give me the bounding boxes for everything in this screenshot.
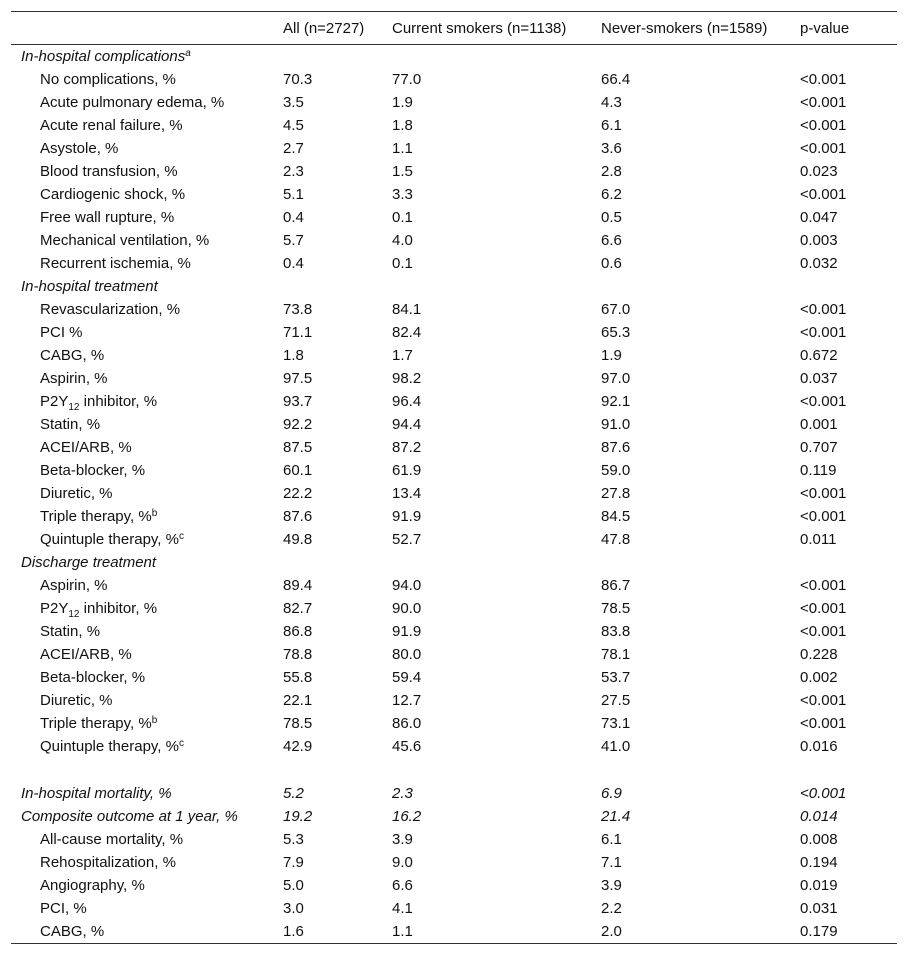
value-current-smokers: 86.0 bbox=[392, 715, 422, 732]
value-p: 0.194 bbox=[800, 854, 838, 871]
value-current-smokers: 1.8 bbox=[392, 117, 413, 134]
table-row bbox=[11, 528, 897, 551]
value-all bbox=[283, 551, 392, 574]
value-all: 92.2 bbox=[283, 416, 313, 433]
value-current-smokers: 2.3 bbox=[392, 785, 413, 802]
header-cell-label bbox=[11, 12, 283, 45]
header-cell-all: All (n=2727) bbox=[283, 12, 392, 45]
label-text: P2Y bbox=[40, 393, 69, 410]
label-text: PCI, % bbox=[40, 900, 87, 917]
value-current-smokers: 82.4 bbox=[392, 324, 422, 341]
row-label bbox=[11, 643, 283, 666]
value-never-smokers: 2.8 bbox=[601, 163, 622, 180]
table-row bbox=[11, 252, 897, 275]
value-current-smokers: 77.0 bbox=[392, 71, 422, 88]
row-label bbox=[11, 828, 283, 851]
value-p: 0.228 bbox=[800, 646, 838, 663]
outcomes-table bbox=[11, 11, 897, 944]
value-all: 5.0 bbox=[283, 877, 304, 894]
value-never-smokers: 86.7 bbox=[601, 577, 631, 594]
row-label bbox=[11, 897, 283, 920]
section-row bbox=[11, 805, 897, 828]
value-current-smokers: 61.9 bbox=[392, 462, 422, 479]
label-text: PCI % bbox=[40, 324, 83, 341]
row-label bbox=[11, 298, 283, 321]
value-p: 0.707 bbox=[800, 439, 838, 456]
value-never-smokers: 87.6 bbox=[601, 439, 631, 456]
value-p: 0.037 bbox=[800, 370, 838, 387]
table-row bbox=[11, 574, 897, 597]
value-never-smokers: 67.0 bbox=[601, 301, 631, 318]
row-label bbox=[11, 874, 283, 897]
value-never-smokers: 84.5 bbox=[601, 508, 631, 525]
label-text: Blood transfusion, % bbox=[40, 163, 178, 180]
value-never-smokers: 97.0 bbox=[601, 370, 631, 387]
value-p: <0.001 bbox=[800, 508, 847, 525]
value-p: <0.001 bbox=[800, 186, 847, 203]
label-text: ACEI/ARB, % bbox=[40, 646, 132, 663]
label-text: Angiography, % bbox=[40, 877, 145, 894]
value-all: 22.1 bbox=[283, 692, 313, 709]
value-never-smokers: 66.4 bbox=[601, 71, 631, 88]
table-row bbox=[11, 666, 897, 689]
section-label bbox=[11, 782, 283, 805]
value-current-smokers: 84.1 bbox=[392, 301, 422, 318]
row-label bbox=[11, 459, 283, 482]
value-p: 0.047 bbox=[800, 209, 838, 226]
table-row bbox=[11, 482, 897, 505]
row-label bbox=[11, 620, 283, 643]
value-all: 60.1 bbox=[283, 462, 313, 479]
label-text: Acute renal failure, % bbox=[40, 117, 183, 134]
row-label bbox=[11, 735, 283, 758]
header-cell-p-value: p-value bbox=[800, 12, 897, 45]
value-never-smokers: 4.3 bbox=[601, 94, 622, 111]
value-p: 0.016 bbox=[800, 738, 838, 755]
label-text: In-hospital complications bbox=[21, 48, 186, 65]
row-label bbox=[11, 689, 283, 712]
label-text: Mechanical ventilation, % bbox=[40, 232, 210, 249]
table-row bbox=[11, 390, 897, 413]
row-label bbox=[11, 920, 283, 944]
table-row bbox=[11, 828, 897, 851]
table-row bbox=[11, 137, 897, 160]
table-row bbox=[11, 229, 897, 252]
value-current-smokers: 80.0 bbox=[392, 646, 422, 663]
header-cell-never-smokers: Never-smokers (n=1589) bbox=[601, 12, 800, 45]
table-row bbox=[11, 689, 897, 712]
row-label bbox=[11, 91, 283, 114]
table-row bbox=[11, 68, 897, 91]
row-label bbox=[11, 183, 283, 206]
row-label bbox=[11, 666, 283, 689]
label-text: Cardiogenic shock, % bbox=[40, 186, 186, 203]
table-row bbox=[11, 620, 897, 643]
value-p: 0.119 bbox=[800, 462, 837, 479]
value-all: 78.8 bbox=[283, 646, 313, 663]
label-text: In-hospital mortality, % bbox=[21, 785, 172, 802]
label-text: Diuretic, % bbox=[40, 692, 113, 709]
value-all: 71.1 bbox=[283, 324, 313, 341]
value-all: 97.5 bbox=[283, 370, 313, 387]
value-current-smokers bbox=[392, 45, 601, 69]
row-label bbox=[11, 206, 283, 229]
value-all: 73.8 bbox=[283, 301, 313, 318]
value-current-smokers: 52.7 bbox=[392, 531, 422, 548]
value-current-smokers: 96.4 bbox=[392, 393, 422, 410]
label-text: Revascularization, % bbox=[40, 301, 181, 318]
value-never-smokers: 47.8 bbox=[601, 531, 631, 548]
value-never-smokers: 1.9 bbox=[601, 347, 622, 364]
value-all: 70.3 bbox=[283, 71, 313, 88]
label-text: CABG, % bbox=[40, 923, 105, 940]
value-current-smokers: 1.7 bbox=[392, 347, 413, 364]
section-row bbox=[11, 45, 897, 69]
value-p: <0.001 bbox=[800, 715, 847, 732]
value-all: 4.5 bbox=[283, 117, 304, 134]
value-never-smokers: 6.9 bbox=[601, 785, 622, 802]
value-current-smokers: 1.9 bbox=[392, 94, 413, 111]
section-row bbox=[11, 551, 897, 574]
value-p bbox=[800, 45, 897, 69]
label-text: Beta-blocker, % bbox=[40, 669, 146, 686]
row-label bbox=[11, 321, 283, 344]
label-text: Quintuple therapy, % bbox=[40, 531, 179, 548]
value-p: <0.001 bbox=[800, 785, 847, 802]
value-all: 2.7 bbox=[283, 140, 304, 157]
value-p: <0.001 bbox=[800, 140, 847, 157]
table-row bbox=[11, 735, 897, 758]
value-never-smokers: 41.0 bbox=[601, 738, 631, 755]
section-label bbox=[11, 45, 283, 69]
value-current-smokers: 9.0 bbox=[392, 854, 413, 871]
value-all: 49.8 bbox=[283, 531, 313, 548]
value-all: 3.5 bbox=[283, 94, 304, 111]
value-p: 0.011 bbox=[800, 531, 837, 548]
value-never-smokers bbox=[601, 551, 800, 574]
label-text-after: inhibitor, % bbox=[79, 393, 158, 410]
value-current-smokers: 94.0 bbox=[392, 577, 422, 594]
footnote-marker: a bbox=[185, 48, 191, 59]
value-all: 19.2 bbox=[283, 808, 313, 825]
value-never-smokers: 59.0 bbox=[601, 462, 631, 479]
value-current-smokers: 45.6 bbox=[392, 738, 422, 755]
value-p: 0.672 bbox=[800, 347, 838, 364]
value-never-smokers: 78.5 bbox=[601, 600, 631, 617]
value-never-smokers: 53.7 bbox=[601, 669, 631, 686]
header-cell-current-smokers: Current smokers (n=1138) bbox=[392, 12, 601, 45]
label-text: Diuretic, % bbox=[40, 485, 113, 502]
value-p: <0.001 bbox=[800, 393, 847, 410]
table-row bbox=[11, 459, 897, 482]
row-label bbox=[11, 505, 283, 528]
value-current-smokers: 87.2 bbox=[392, 439, 422, 456]
row-label bbox=[11, 114, 283, 137]
table-row bbox=[11, 298, 897, 321]
value-never-smokers: 6.6 bbox=[601, 232, 622, 249]
table-row bbox=[11, 206, 897, 229]
value-current-smokers: 59.4 bbox=[392, 669, 422, 686]
value-p: 0.019 bbox=[800, 877, 838, 894]
label-text: P2Y bbox=[40, 600, 69, 617]
value-all: 1.6 bbox=[283, 923, 304, 940]
value-current-smokers: 91.9 bbox=[392, 623, 422, 640]
label-text: Aspirin, % bbox=[40, 370, 108, 387]
value-current-smokers: 1.5 bbox=[392, 163, 413, 180]
row-label bbox=[11, 160, 283, 183]
value-all bbox=[283, 45, 392, 69]
table-row bbox=[11, 643, 897, 666]
row-label bbox=[11, 367, 283, 390]
label-text: In-hospital treatment bbox=[21, 278, 158, 295]
row-label bbox=[11, 528, 283, 551]
label-text: Triple therapy, % bbox=[40, 715, 152, 732]
value-all: 55.8 bbox=[283, 669, 313, 686]
value-p: 0.014 bbox=[800, 808, 838, 825]
value-all: 89.4 bbox=[283, 577, 313, 594]
header-row bbox=[11, 12, 897, 45]
section-label bbox=[11, 275, 283, 298]
row-label bbox=[11, 436, 283, 459]
value-all bbox=[283, 275, 392, 298]
value-never-smokers: 0.6 bbox=[601, 255, 622, 272]
value-all: 5.2 bbox=[283, 785, 304, 802]
value-all: 1.8 bbox=[283, 347, 304, 364]
row-label bbox=[11, 851, 283, 874]
row-label bbox=[11, 137, 283, 160]
value-current-smokers: 94.4 bbox=[392, 416, 422, 433]
spacer-row bbox=[11, 758, 897, 782]
value-p: <0.001 bbox=[800, 577, 847, 594]
value-current-smokers: 1.1 bbox=[392, 140, 413, 157]
footnote-marker: b bbox=[151, 715, 158, 726]
table-row bbox=[11, 413, 897, 436]
value-all: 0.4 bbox=[283, 255, 304, 272]
label-text: No complications, % bbox=[40, 71, 176, 88]
table-row bbox=[11, 91, 897, 114]
value-all: 7.9 bbox=[283, 854, 304, 871]
section-row bbox=[11, 275, 897, 298]
value-all: 0.4 bbox=[283, 209, 304, 226]
value-current-smokers: 0.1 bbox=[392, 209, 413, 226]
label-text: CABG, % bbox=[40, 347, 105, 364]
value-p: <0.001 bbox=[800, 623, 847, 640]
value-never-smokers: 91.0 bbox=[601, 416, 631, 433]
value-never-smokers: 3.6 bbox=[601, 140, 622, 157]
table-body bbox=[11, 45, 897, 944]
label-text: Triple therapy, % bbox=[40, 508, 152, 525]
label-text: ACEI/ARB, % bbox=[40, 439, 132, 456]
value-never-smokers: 3.9 bbox=[601, 877, 622, 894]
table-row bbox=[11, 344, 897, 367]
value-p: 0.179 bbox=[800, 923, 838, 940]
footnote-marker: c bbox=[178, 738, 184, 749]
row-label bbox=[11, 482, 283, 505]
label-text: Statin, % bbox=[40, 416, 101, 433]
value-current-smokers bbox=[392, 551, 601, 574]
label-text: Quintuple therapy, % bbox=[40, 738, 179, 755]
value-never-smokers: 21.4 bbox=[601, 808, 631, 825]
value-p bbox=[800, 551, 897, 574]
value-current-smokers: 98.2 bbox=[392, 370, 422, 387]
label-subscript: 12 bbox=[68, 609, 80, 620]
value-never-smokers bbox=[601, 275, 800, 298]
value-never-smokers: 78.1 bbox=[601, 646, 631, 663]
table-row bbox=[11, 920, 897, 944]
table-row bbox=[11, 874, 897, 897]
value-current-smokers: 91.9 bbox=[392, 508, 422, 525]
value-never-smokers: 27.8 bbox=[601, 485, 631, 502]
table-row bbox=[11, 897, 897, 920]
label-text: Composite outcome at 1 year, % bbox=[21, 808, 238, 825]
value-current-smokers: 3.3 bbox=[392, 186, 413, 203]
row-label bbox=[11, 252, 283, 275]
value-never-smokers: 27.5 bbox=[601, 692, 631, 709]
value-p: <0.001 bbox=[800, 301, 847, 318]
row-label bbox=[11, 597, 283, 620]
value-all: 82.7 bbox=[283, 600, 313, 617]
value-all: 5.7 bbox=[283, 232, 304, 249]
row-label bbox=[11, 413, 283, 436]
value-p bbox=[800, 275, 897, 298]
value-all: 93.7 bbox=[283, 393, 313, 410]
value-p: <0.001 bbox=[800, 324, 847, 341]
label-text: Free wall rupture, % bbox=[40, 209, 175, 226]
value-all: 42.9 bbox=[283, 738, 313, 755]
label-text: Statin, % bbox=[40, 623, 101, 640]
value-current-smokers: 90.0 bbox=[392, 600, 422, 617]
label-text: Asystole, % bbox=[40, 140, 119, 157]
table-row bbox=[11, 597, 897, 620]
footnote-marker: c bbox=[178, 531, 184, 542]
value-never-smokers: 92.1 bbox=[601, 393, 631, 410]
value-current-smokers: 4.1 bbox=[392, 900, 413, 917]
value-never-smokers: 2.0 bbox=[601, 923, 622, 940]
value-all: 87.6 bbox=[283, 508, 313, 525]
value-all: 86.8 bbox=[283, 623, 313, 640]
value-p: <0.001 bbox=[800, 485, 847, 502]
value-never-smokers: 73.1 bbox=[601, 715, 631, 732]
value-never-smokers bbox=[601, 45, 800, 69]
section-row bbox=[11, 782, 897, 805]
value-current-smokers: 6.6 bbox=[392, 877, 413, 894]
value-current-smokers: 3.9 bbox=[392, 831, 413, 848]
table-row bbox=[11, 321, 897, 344]
value-never-smokers: 65.3 bbox=[601, 324, 631, 341]
value-never-smokers: 7.1 bbox=[601, 854, 622, 871]
row-label bbox=[11, 712, 283, 735]
table-row bbox=[11, 367, 897, 390]
value-never-smokers: 0.5 bbox=[601, 209, 622, 226]
section-label bbox=[11, 551, 283, 574]
table-row bbox=[11, 436, 897, 459]
table-row bbox=[11, 183, 897, 206]
table-row bbox=[11, 712, 897, 735]
table-row bbox=[11, 114, 897, 137]
table-row bbox=[11, 160, 897, 183]
value-never-smokers: 2.2 bbox=[601, 900, 622, 917]
value-p: <0.001 bbox=[800, 600, 847, 617]
value-current-smokers: 12.7 bbox=[392, 692, 422, 709]
label-text: All-cause mortality, % bbox=[40, 831, 184, 848]
value-all: 78.5 bbox=[283, 715, 313, 732]
row-label bbox=[11, 68, 283, 91]
spacer-cell bbox=[11, 758, 897, 782]
value-current-smokers bbox=[392, 275, 601, 298]
value-current-smokers: 0.1 bbox=[392, 255, 413, 272]
value-p: <0.001 bbox=[800, 71, 847, 88]
value-never-smokers: 6.1 bbox=[601, 831, 622, 848]
value-current-smokers: 1.1 bbox=[392, 923, 413, 940]
value-p: 0.032 bbox=[800, 255, 838, 272]
label-subscript: 12 bbox=[68, 402, 80, 413]
value-all: 87.5 bbox=[283, 439, 313, 456]
value-p: <0.001 bbox=[800, 94, 847, 111]
footnote-marker: b bbox=[151, 508, 158, 519]
value-p: 0.031 bbox=[800, 900, 838, 917]
value-never-smokers: 6.1 bbox=[601, 117, 622, 134]
label-text: Discharge treatment bbox=[21, 554, 157, 571]
value-p: 0.001 bbox=[800, 416, 838, 433]
row-label bbox=[11, 344, 283, 367]
value-p: <0.001 bbox=[800, 117, 847, 134]
label-text: Aspirin, % bbox=[40, 577, 108, 594]
label-text-after: inhibitor, % bbox=[79, 600, 158, 617]
value-p: <0.001 bbox=[800, 692, 847, 709]
value-all: 3.0 bbox=[283, 900, 304, 917]
value-all: 5.3 bbox=[283, 831, 304, 848]
value-p: 0.003 bbox=[800, 232, 838, 249]
table-row bbox=[11, 505, 897, 528]
row-label bbox=[11, 574, 283, 597]
label-text: Recurrent ischemia, % bbox=[40, 255, 191, 272]
value-all: 2.3 bbox=[283, 163, 304, 180]
section-label bbox=[11, 805, 283, 828]
table-row bbox=[11, 851, 897, 874]
label-text: Acute pulmonary edema, % bbox=[40, 94, 225, 111]
value-current-smokers: 4.0 bbox=[392, 232, 413, 249]
value-current-smokers: 13.4 bbox=[392, 485, 422, 502]
value-all: 22.2 bbox=[283, 485, 313, 502]
value-never-smokers: 83.8 bbox=[601, 623, 631, 640]
row-label bbox=[11, 390, 283, 413]
value-p: 0.023 bbox=[800, 163, 838, 180]
value-p: 0.008 bbox=[800, 831, 838, 848]
label-text: Rehospitalization, % bbox=[40, 854, 176, 871]
value-never-smokers: 6.2 bbox=[601, 186, 622, 203]
label-text: Beta-blocker, % bbox=[40, 462, 146, 479]
table-header bbox=[11, 12, 897, 45]
value-current-smokers: 16.2 bbox=[392, 808, 422, 825]
value-p: 0.002 bbox=[800, 669, 838, 686]
row-label bbox=[11, 229, 283, 252]
value-all: 5.1 bbox=[283, 186, 304, 203]
